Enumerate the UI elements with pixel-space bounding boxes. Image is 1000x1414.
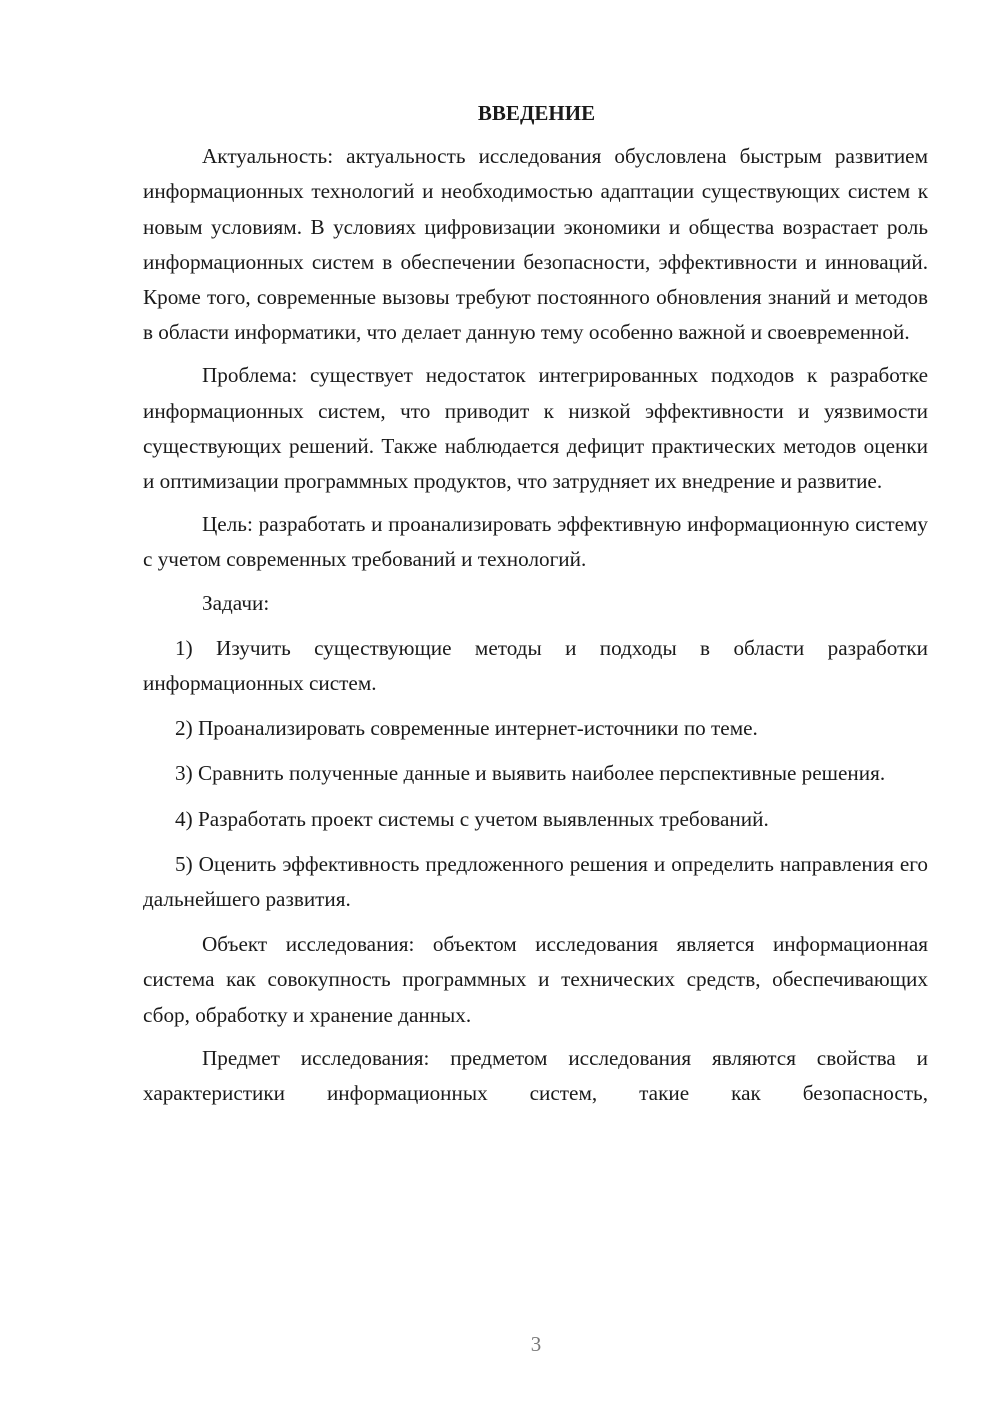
section-title: ВВЕДЕНИЕ xyxy=(477,101,596,125)
problem-paragraph: Проблема: существует недостаток интегрированных подходов к разработке информационных систем, что приводит к низкой эффективности и уязвимости существующих решений. Также наблюдается дефицит практических методов оценки и оптимизации программных продуктов, что затрудняет их внедрение и развитие. xyxy=(143,363,928,494)
task-item: 3) Сравнить полученные данные и выявить наиболее перспективные решения. xyxy=(175,761,886,786)
subject-paragraph: Предмет исследования: предметом исследования являются свойства и характеристики информационных систем, такие как безопасность, xyxy=(143,1045,928,1106)
task-item: 4) Разработать проект системы с учетом выявленных требований. xyxy=(175,806,769,831)
document-page xyxy=(143,96,928,1119)
object-paragraph: Объект исследования: объектом исследования является информационная система как совокупность программных и технических средств, обеспечивающих сбор, обработку и хранение данных. xyxy=(143,932,928,1027)
tasks-heading: Задачи: xyxy=(202,590,270,615)
task-item: 2) Проанализировать современные интернет-источники по теме. xyxy=(175,716,758,741)
relevance-paragraph: Актуальность: актуальность исследования обусловлена быстрым развитием информационных технологий и необходимостью адаптации существующих систем к новым условиям. В условиях цифровизации экономики и общества возрастает роль информационных систем в обеспечении безопасности, эффективности и инноваций. Кроме того, современные вызовы требуют постоянного обновления знаний и методов в области информатики, что делает данную тему особенно важной и своевременной. xyxy=(143,144,928,345)
task-item: 5) Оценить эффективность предложенного решения и определить направления его дальнейшего развития. xyxy=(143,851,928,912)
task-item: 1) Изучить существующие методы и подходы в области разработки информационных систем. xyxy=(143,635,928,696)
goal-paragraph: Цель: разработать и проанализировать эффективную информационную систему с учетом современных требований и технологий. xyxy=(143,512,928,572)
page-number: 3 xyxy=(530,1332,542,1356)
